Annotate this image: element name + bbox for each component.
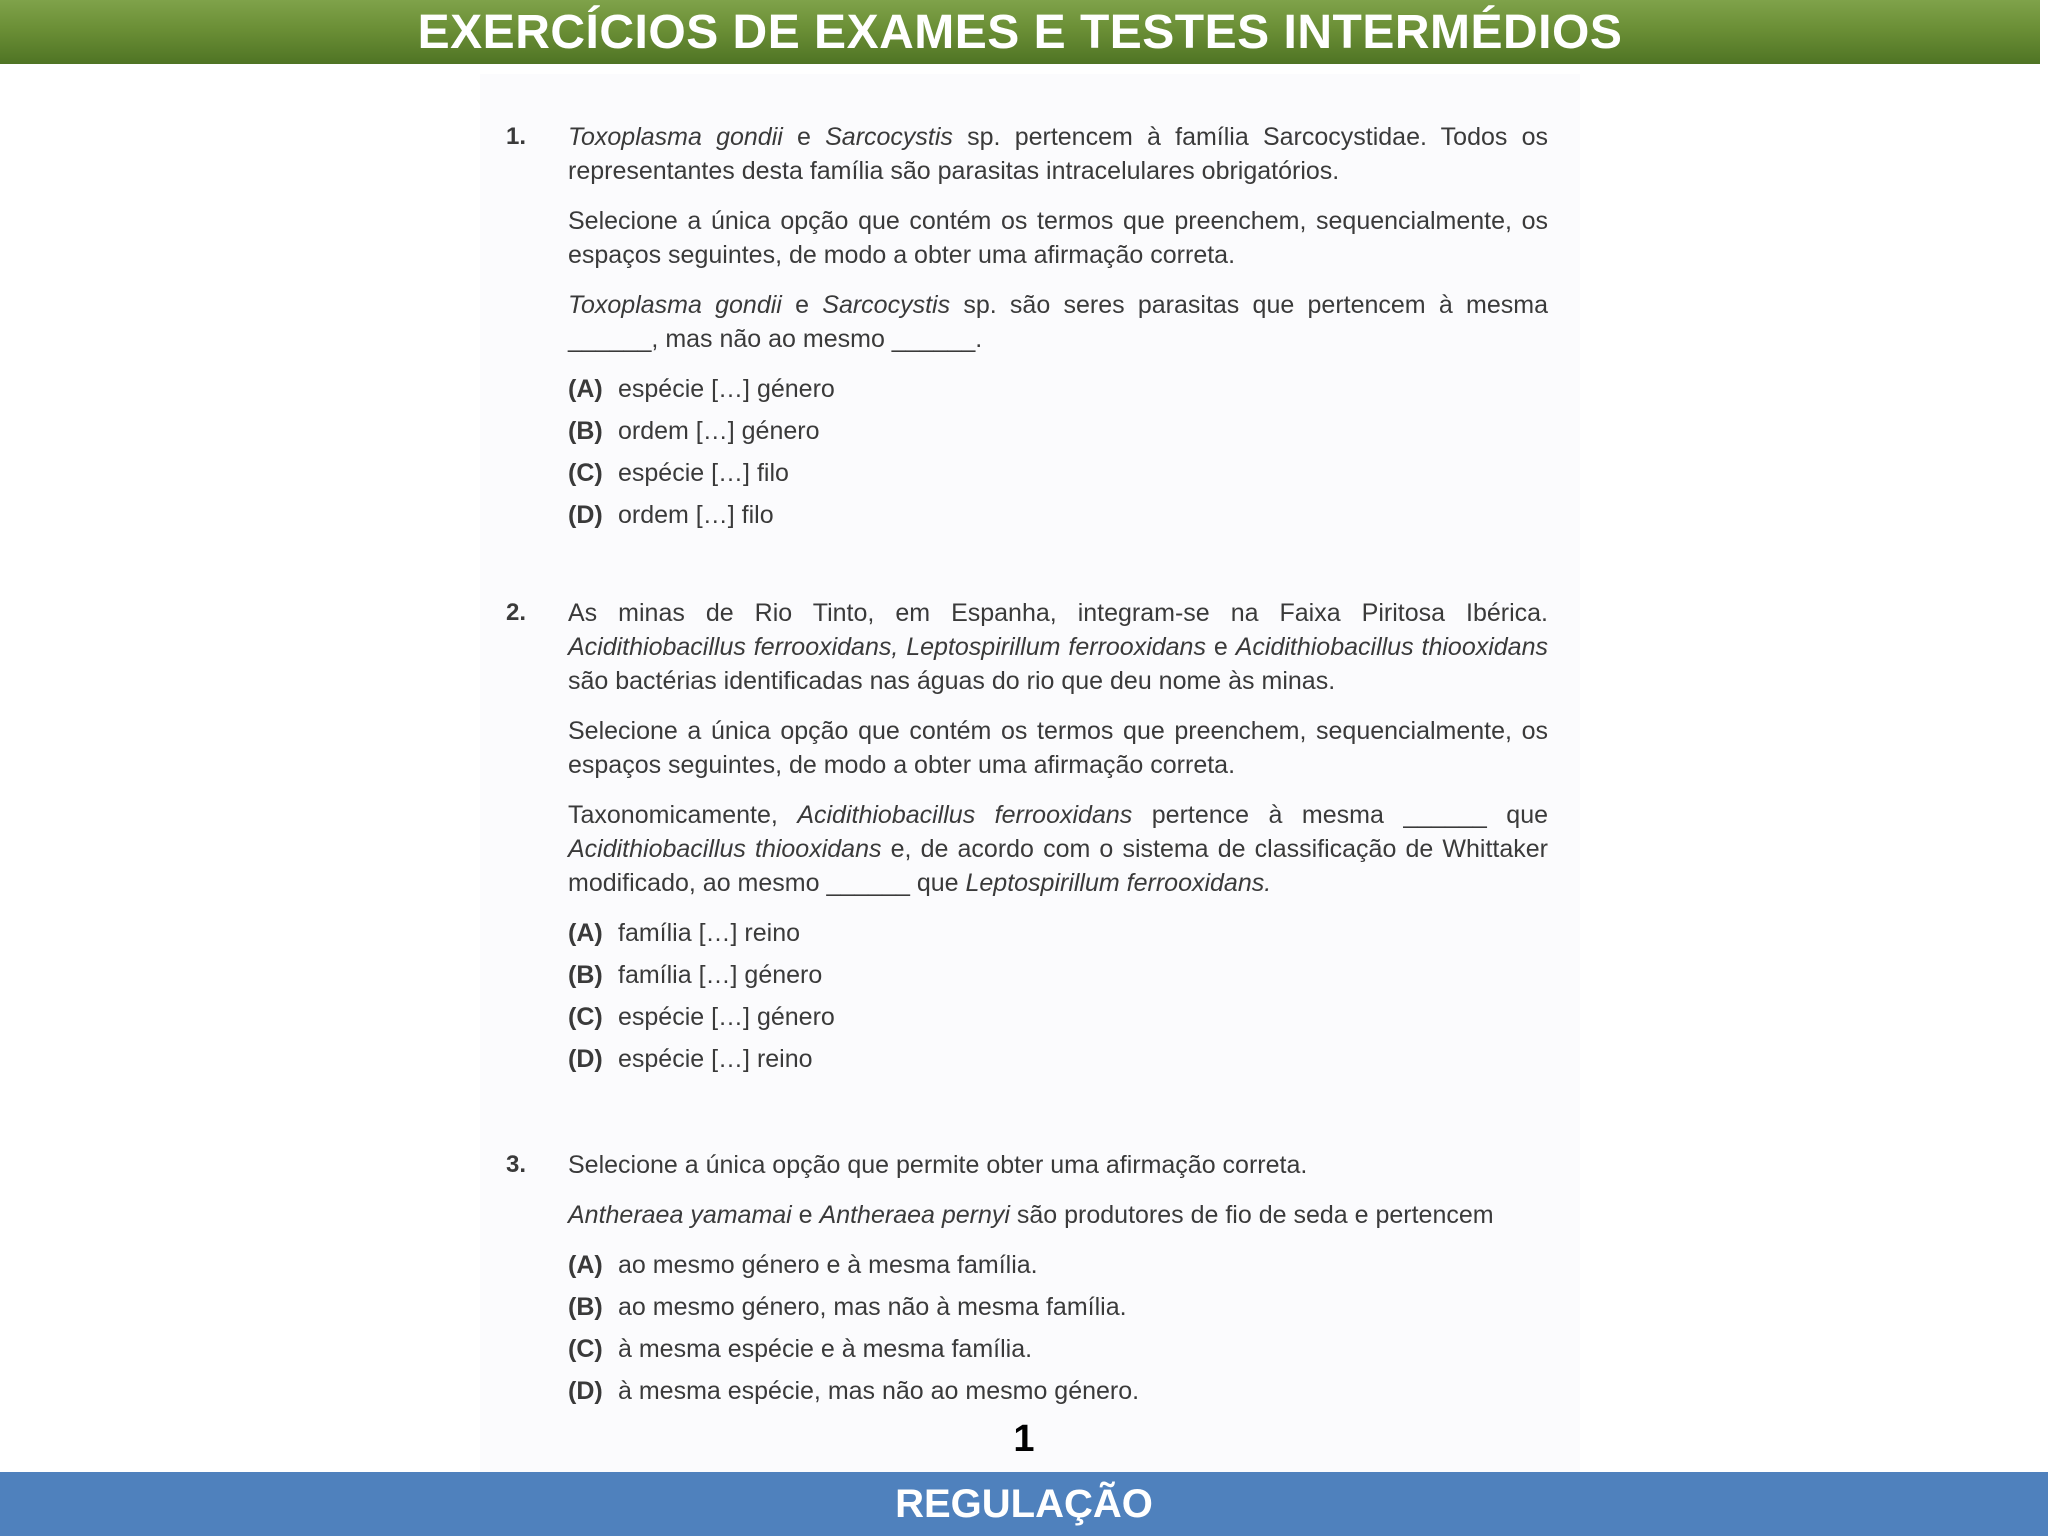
question-intro [568,596,1548,698]
answer-option [568,916,1548,958]
species-name: Leptospirillum ferrooxidans. [965,869,1272,897]
options-list [568,1248,1548,1416]
text-run: pertence à mesma ______ que [1132,801,1549,829]
option-text: espécie […] género [618,1003,835,1031]
question-number: 2. [506,599,527,626]
answer-option [568,1000,1548,1042]
text-run: e [782,123,826,151]
text-run: As minas de Rio Tinto, em Espanha, integram-se na Faixa Piritosa Ibérica. [568,599,1548,627]
options-list [568,372,1548,540]
question-instruction: Selecione a única opção que contém os termos que preenchem, sequencialmente, os espaços seguintes, de modo a obter uma afirmação correta. [568,717,1548,779]
question-2 [508,596,1548,1084]
header-banner [0,0,2040,64]
option-letter: (C) [568,459,603,487]
question-statement [568,288,1548,356]
question-number: 1. [506,123,527,150]
text-run: e [791,1201,820,1229]
answer-option [568,1248,1548,1290]
option-letter: (B) [568,417,603,445]
text-run: Taxonomicamente, [568,801,798,829]
question-statement [568,798,1548,900]
question-instruction: Selecione a única opção que permite obter uma afirmação correta. [568,1151,1308,1179]
option-letter: (A) [568,375,603,403]
species-name: Sarcocystis [825,123,953,151]
option-letter: (B) [568,961,603,989]
option-letter: (D) [568,1045,603,1073]
option-text: ao mesmo género, mas não à mesma família. [618,1293,1127,1321]
option-letter: (A) [568,919,603,947]
option-text: à mesma espécie e à mesma família. [618,1335,1033,1363]
answer-option [568,372,1548,414]
option-text: espécie […] filo [618,459,789,487]
option-text: ao mesmo género e à mesma família. [618,1251,1038,1279]
options-list [568,916,1548,1084]
species-name: Antheraea pernyi [819,1201,1010,1229]
answer-option [568,498,1548,540]
species-name: Antheraea yamamai [568,1201,792,1229]
option-text: ordem […] filo [618,501,774,529]
species-name: Sarcocystis [822,291,951,319]
text-run: sp. são seres parasitas que pertencem à mesma ______, mas não ao mesmo ______. [568,291,1548,353]
species-name: Toxoplasma gondii [568,291,782,319]
answer-option [568,1374,1548,1416]
question-number: 3. [506,1151,527,1178]
option-letter: (C) [568,1003,603,1031]
text-run: são produtores de fio de seda e pertencem [1009,1201,1494,1229]
question-1 [508,120,1548,540]
page-number: 1 [1013,1418,1035,1460]
species-name: Acidithiobacillus ferrooxidans, Leptospirillum ferrooxidans [568,633,1206,661]
footer-banner [0,1472,2048,1536]
text-run: e [781,291,823,319]
option-text: ordem […] género [618,417,820,445]
option-letter: (C) [568,1335,603,1363]
answer-option [568,1042,1548,1084]
option-letter: (B) [568,1293,603,1321]
question-statement [568,1198,1548,1232]
answer-option [568,1332,1548,1374]
species-name: Acidithiobacillus thiooxidans [568,835,882,863]
option-text: família […] reino [618,919,801,947]
option-text: à mesma espécie, mas não ao mesmo género. [618,1377,1140,1405]
question-3 [508,1148,1548,1416]
text-run: e, de acordo com o sistema de classificação de Whittaker modificado, ao mesmo ______ que [568,835,1548,897]
footer-title: REGULAÇÃO [895,1481,1153,1526]
question-intro [568,120,1548,188]
option-letter: (D) [568,501,603,529]
species-name: Acidithiobacillus ferrooxidans [797,801,1133,829]
species-name: Toxoplasma gondii [568,123,783,151]
page-title: EXERCÍCIOS DE EXAMES E TESTES INTERMÉDIOS [417,5,1623,59]
answer-option [568,1290,1548,1332]
text-run: são bactérias identificadas nas águas do rio que deu nome às minas. [568,667,1336,695]
species-name: Acidithiobacillus thiooxidans [1235,633,1548,661]
text-run: sp. pertencem à família Sarcocystidae. Todos os representantes desta família são parasitas intracelulares obrigatórios. [568,123,1548,185]
answer-option [568,414,1548,456]
answer-option [568,456,1548,498]
option-text: espécie […] género [618,375,835,403]
answer-option [568,958,1548,1000]
text-run: e [1205,633,1236,661]
option-text: espécie […] reino [618,1045,813,1073]
question-instruction: Selecione a única opção que contém os termos que preenchem, sequencialmente, os espaços seguintes, de modo a obter uma afirmação correta. [568,207,1548,269]
option-text: família […] género [618,961,823,989]
option-letter: (D) [568,1377,603,1405]
option-letter: (A) [568,1251,603,1279]
